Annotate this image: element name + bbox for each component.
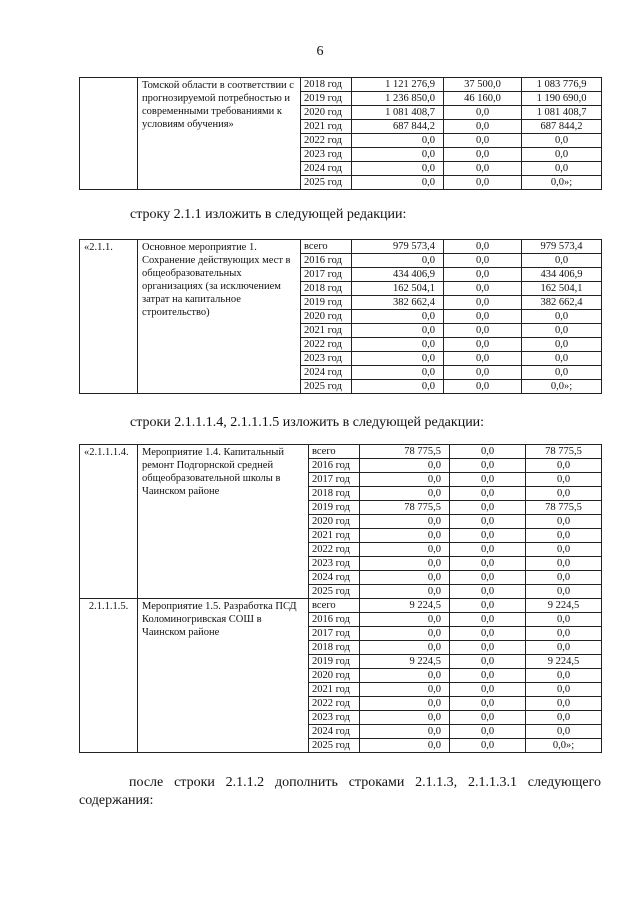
federal-cell: 0,0 xyxy=(450,641,526,655)
year-cell: 2019 год xyxy=(309,655,360,669)
budget-table-2-1-1 xyxy=(79,239,602,394)
federal-cell: 0,0 xyxy=(450,669,526,683)
regional-cell: 0,0 xyxy=(526,627,602,641)
year-cell: 2023 год xyxy=(309,557,360,571)
federal-cell: 0,0 xyxy=(450,501,526,515)
regional-cell: 0,0»; xyxy=(526,739,602,753)
regional-cell: 0,0 xyxy=(522,134,602,148)
regional-cell: 0,0 xyxy=(526,641,602,655)
regional-cell: 0,0 xyxy=(526,683,602,697)
year-cell: 2025 год xyxy=(301,176,352,190)
table-row xyxy=(80,445,602,459)
total-cell: 0,0 xyxy=(360,585,450,599)
total-cell: 1 121 276,9 xyxy=(352,78,444,92)
row-code: «2.1.1. xyxy=(80,240,138,394)
regional-cell: 0,0 xyxy=(526,585,602,599)
total-cell: 0,0 xyxy=(352,324,444,338)
total-cell: 0,0 xyxy=(360,641,450,655)
year-cell: 2023 год xyxy=(301,352,352,366)
regional-cell: 0,0 xyxy=(522,310,602,324)
total-cell: 687 844,2 xyxy=(352,120,444,134)
year-cell: 2025 год xyxy=(309,739,360,753)
year-cell: 2023 год xyxy=(309,711,360,725)
federal-cell: 0,0 xyxy=(444,380,522,394)
federal-cell: 0,0 xyxy=(450,683,526,697)
total-cell: 9 224,5 xyxy=(360,655,450,669)
federal-cell: 0,0 xyxy=(444,268,522,282)
total-cell: 162 504,1 xyxy=(352,282,444,296)
regional-cell: 78 775,5 xyxy=(526,445,602,459)
federal-cell: 0,0 xyxy=(444,254,522,268)
year-cell: 2023 год xyxy=(301,148,352,162)
table-row xyxy=(80,78,602,92)
federal-cell: 0,0 xyxy=(450,515,526,529)
total-cell: 1 081 408,7 xyxy=(352,106,444,120)
regional-cell: 0,0 xyxy=(522,338,602,352)
year-cell: 2025 год xyxy=(301,380,352,394)
total-cell: 0,0 xyxy=(352,352,444,366)
federal-cell: 0,0 xyxy=(444,324,522,338)
row-code xyxy=(80,78,138,190)
total-cell: 0,0 xyxy=(352,310,444,324)
instruction-paragraph: строку 2.1.1 изложить в следующей редакции: xyxy=(130,207,407,222)
federal-cell: 0,0 xyxy=(444,310,522,324)
federal-cell: 0,0 xyxy=(444,162,522,176)
total-cell: 0,0 xyxy=(352,134,444,148)
total-cell: 0,0 xyxy=(360,529,450,543)
total-cell: 0,0 xyxy=(360,459,450,473)
year-cell: всего xyxy=(309,599,360,613)
regional-cell: 0,0 xyxy=(526,529,602,543)
total-cell: 0,0 xyxy=(360,543,450,557)
federal-cell: 0,0 xyxy=(444,120,522,134)
regional-cell: 0,0 xyxy=(526,725,602,739)
federal-cell: 0,0 xyxy=(444,134,522,148)
federal-cell: 0,0 xyxy=(450,711,526,725)
regional-cell: 1 083 776,9 xyxy=(522,78,602,92)
regional-cell: 0,0 xyxy=(522,366,602,380)
year-cell: 2020 год xyxy=(309,669,360,683)
year-cell: 2021 год xyxy=(309,683,360,697)
year-cell: 2018 год xyxy=(301,78,352,92)
federal-cell: 0,0 xyxy=(444,366,522,380)
federal-cell: 37 500,0 xyxy=(444,78,522,92)
year-cell: 2024 год xyxy=(301,366,352,380)
year-cell: 2025 год xyxy=(309,585,360,599)
federal-cell: 0,0 xyxy=(450,543,526,557)
row-code: 2.1.1.1.5. xyxy=(80,599,138,753)
regional-cell: 0,0 xyxy=(526,669,602,683)
total-cell: 0,0 xyxy=(360,515,450,529)
federal-cell: 0,0 xyxy=(444,282,522,296)
year-cell: 2024 год xyxy=(309,725,360,739)
year-cell: 2022 год xyxy=(309,543,360,557)
row-description: Основное мероприятие 1. Сохранение действующих мест в общеобразовательных организациях (за исключением затрат на капитальное строительство) xyxy=(138,240,301,394)
regional-cell: 0,0 xyxy=(522,352,602,366)
federal-cell: 0,0 xyxy=(450,557,526,571)
regional-cell: 1 190 690,0 xyxy=(522,92,602,106)
federal-cell: 0,0 xyxy=(450,739,526,753)
total-cell: 434 406,9 xyxy=(352,268,444,282)
total-cell: 0,0 xyxy=(352,176,444,190)
year-cell: 2021 год xyxy=(301,324,352,338)
instruction-paragraph: строки 2.1.1.1.4, 2.1.1.1.5 изложить в следующей редакции: xyxy=(130,415,485,430)
total-cell: 0,0 xyxy=(360,487,450,501)
year-cell: 2019 год xyxy=(301,92,352,106)
regional-cell: 0,0 xyxy=(526,543,602,557)
federal-cell: 0,0 xyxy=(450,599,526,613)
regional-cell: 1 081 408,7 xyxy=(522,106,602,120)
year-cell: 2019 год xyxy=(301,296,352,310)
total-cell: 0,0 xyxy=(360,557,450,571)
regional-cell: 0,0 xyxy=(526,459,602,473)
total-cell: 0,0 xyxy=(352,366,444,380)
regional-cell: 0,0 xyxy=(526,711,602,725)
total-cell: 0,0 xyxy=(360,669,450,683)
year-cell: 2018 год xyxy=(301,282,352,296)
regional-cell: 9 224,5 xyxy=(526,599,602,613)
regional-cell: 0,0»; xyxy=(522,380,602,394)
year-cell: 2018 год xyxy=(309,641,360,655)
row-code: «2.1.1.1.4. xyxy=(80,445,138,599)
year-cell: всего xyxy=(301,240,352,254)
total-cell: 0,0 xyxy=(360,697,450,711)
budget-table-continuation xyxy=(79,77,602,190)
total-cell: 0,0 xyxy=(352,162,444,176)
total-cell: 78 775,5 xyxy=(360,445,450,459)
total-cell: 78 775,5 xyxy=(360,501,450,515)
federal-cell: 0,0 xyxy=(444,148,522,162)
year-cell: 2021 год xyxy=(309,529,360,543)
year-cell: 2017 год xyxy=(309,473,360,487)
federal-cell: 0,0 xyxy=(450,445,526,459)
regional-cell: 0,0 xyxy=(522,254,602,268)
regional-cell: 0,0»; xyxy=(522,176,602,190)
regional-cell: 78 775,5 xyxy=(526,501,602,515)
year-cell: 2021 год xyxy=(301,120,352,134)
regional-cell: 0,0 xyxy=(526,487,602,501)
row-description: Томской области в соответствии с прогнозируемой потребностью и современными требованиями к условиям обучения» xyxy=(138,78,301,190)
year-cell: 2018 год xyxy=(309,487,360,501)
total-cell: 0,0 xyxy=(352,380,444,394)
federal-cell: 0,0 xyxy=(450,613,526,627)
year-cell: 2016 год xyxy=(301,254,352,268)
total-cell: 0,0 xyxy=(360,725,450,739)
year-cell: 2024 год xyxy=(301,162,352,176)
regional-cell: 687 844,2 xyxy=(522,120,602,134)
total-cell: 0,0 xyxy=(360,711,450,725)
federal-cell: 0,0 xyxy=(444,338,522,352)
year-cell: 2022 год xyxy=(301,338,352,352)
year-cell: 2024 год xyxy=(309,571,360,585)
federal-cell: 0,0 xyxy=(444,352,522,366)
total-cell: 979 573,4 xyxy=(352,240,444,254)
federal-cell: 0,0 xyxy=(444,240,522,254)
year-cell: 2020 год xyxy=(301,310,352,324)
federal-cell: 0,0 xyxy=(450,459,526,473)
federal-cell: 0,0 xyxy=(450,655,526,669)
federal-cell: 0,0 xyxy=(450,627,526,641)
regional-cell: 0,0 xyxy=(526,613,602,627)
total-cell: 0,0 xyxy=(352,254,444,268)
federal-cell: 0,0 xyxy=(450,697,526,711)
row-description: Мероприятие 1.5. Разработка ПСД Коломиногривская СОШ в Чаинском районе xyxy=(138,599,309,753)
year-cell: 2020 год xyxy=(301,106,352,120)
regional-cell: 0,0 xyxy=(522,324,602,338)
federal-cell: 0,0 xyxy=(444,106,522,120)
year-cell: 2017 год xyxy=(309,627,360,641)
total-cell: 0,0 xyxy=(360,739,450,753)
regional-cell: 434 406,9 xyxy=(522,268,602,282)
total-cell: 9 224,5 xyxy=(360,599,450,613)
total-cell: 0,0 xyxy=(352,338,444,352)
federal-cell: 0,0 xyxy=(450,529,526,543)
federal-cell: 0,0 xyxy=(444,296,522,310)
federal-cell: 0,0 xyxy=(450,487,526,501)
federal-cell: 0,0 xyxy=(444,176,522,190)
federal-cell: 0,0 xyxy=(450,473,526,487)
total-cell: 0,0 xyxy=(360,627,450,641)
regional-cell: 0,0 xyxy=(522,162,602,176)
total-cell: 0,0 xyxy=(360,473,450,487)
table-row xyxy=(80,240,602,254)
federal-cell: 0,0 xyxy=(450,571,526,585)
regional-cell: 0,0 xyxy=(526,571,602,585)
total-cell: 0,0 xyxy=(360,613,450,627)
table-row xyxy=(80,599,602,613)
regional-cell: 0,0 xyxy=(526,515,602,529)
regional-cell: 0,0 xyxy=(526,473,602,487)
year-cell: всего xyxy=(309,445,360,459)
total-cell: 0,0 xyxy=(352,148,444,162)
total-cell: 1 236 850,0 xyxy=(352,92,444,106)
regional-cell: 162 504,1 xyxy=(522,282,602,296)
federal-cell: 0,0 xyxy=(450,725,526,739)
year-cell: 2020 год xyxy=(309,515,360,529)
year-cell: 2016 год xyxy=(309,459,360,473)
regional-cell: 0,0 xyxy=(526,697,602,711)
year-cell: 2019 год xyxy=(309,501,360,515)
regional-cell: 382 662,4 xyxy=(522,296,602,310)
instruction-paragraph: после строки 2.1.1.2 дополнить строками 2.1.1.3, 2.1.1.3.1 следующего содержания: xyxy=(79,775,601,808)
total-cell: 0,0 xyxy=(360,571,450,585)
regional-cell: 0,0 xyxy=(522,148,602,162)
regional-cell: 979 573,4 xyxy=(522,240,602,254)
row-description: Мероприятие 1.4. Капитальный ремонт Подгорнской средней общеобразовательной школы в Чаинском районе xyxy=(138,445,309,599)
total-cell: 382 662,4 xyxy=(352,296,444,310)
year-cell: 2022 год xyxy=(309,697,360,711)
total-cell: 0,0 xyxy=(360,683,450,697)
year-cell: 2016 год xyxy=(309,613,360,627)
regional-cell: 9 224,5 xyxy=(526,655,602,669)
year-cell: 2017 год xyxy=(301,268,352,282)
federal-cell: 0,0 xyxy=(450,585,526,599)
page-number: 6 xyxy=(316,44,324,59)
budget-table-2-1-1-1-4-5 xyxy=(79,444,602,753)
year-cell: 2022 год xyxy=(301,134,352,148)
regional-cell: 0,0 xyxy=(526,557,602,571)
federal-cell: 46 160,0 xyxy=(444,92,522,106)
